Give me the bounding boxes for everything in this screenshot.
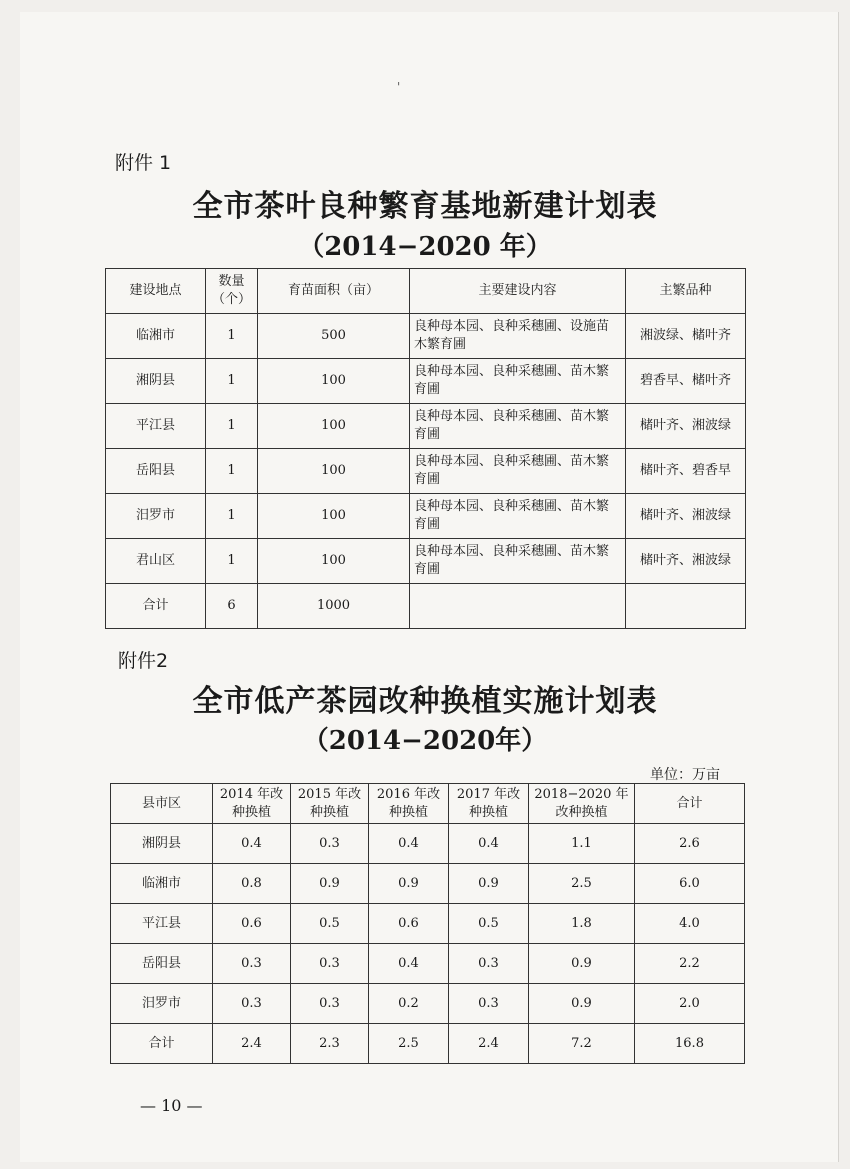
cell-2018-2020: 2.5 xyxy=(529,864,635,904)
cell-2015: 0.9 xyxy=(291,864,369,904)
cell-2018-2020: 1.8 xyxy=(529,904,635,944)
cell-2018-2020: 0.9 xyxy=(529,944,635,984)
cell-2017: 0.5 xyxy=(449,904,529,944)
cell-2015: 0.3 xyxy=(291,944,369,984)
cell-area: 100 xyxy=(258,539,410,584)
cell-2015: 0.5 xyxy=(291,904,369,944)
cell-2018-2020: 1.1 xyxy=(529,824,635,864)
table-total-row xyxy=(106,584,746,629)
cell-area: 500 xyxy=(258,314,410,359)
cell-2017: 0.4 xyxy=(449,824,529,864)
cell-2016: 2.5 xyxy=(369,1024,449,1064)
header-2016: 2016 年改种换植 xyxy=(369,784,449,824)
cell-content: 良种母本园、良种采穗圃、苗木繁育圃 xyxy=(410,494,626,539)
cell-county: 合计 xyxy=(111,1024,213,1064)
table-total-row xyxy=(111,1024,745,1064)
header-2018-2020: 2018−2020 年改种换植 xyxy=(529,784,635,824)
cell-quantity: 1 xyxy=(206,449,258,494)
cell-county: 平江县 xyxy=(111,904,213,944)
cell-2014: 0.8 xyxy=(213,864,291,904)
page-number: — 10 — xyxy=(140,1096,203,1115)
cell-2017: 0.3 xyxy=(449,944,529,984)
cell-variety: 槠叶齐、湘波绿 xyxy=(626,539,746,584)
cell-content: 良种母本园、良种采穗圃、苗木繁育圃 xyxy=(410,359,626,404)
cell-2017: 0.3 xyxy=(449,984,529,1024)
cell-area: 100 xyxy=(258,359,410,404)
cell-county: 汨罗市 xyxy=(111,984,213,1024)
header-location: 建设地点 xyxy=(106,269,206,314)
table-row xyxy=(111,904,745,944)
cell-2016: 0.4 xyxy=(369,824,449,864)
table-row xyxy=(111,864,745,904)
cell-variety xyxy=(626,584,746,629)
cell-location: 合计 xyxy=(106,584,206,629)
header-content: 主要建设内容 xyxy=(410,269,626,314)
cell-variety: 碧香早、槠叶齐 xyxy=(626,359,746,404)
cell-total: 2.6 xyxy=(635,824,745,864)
cell-area: 100 xyxy=(258,449,410,494)
cell-2014: 0.3 xyxy=(213,984,291,1024)
cell-area: 1000 xyxy=(258,584,410,629)
cell-2016: 0.9 xyxy=(369,864,449,904)
cell-county: 岳阳县 xyxy=(111,944,213,984)
cell-2016: 0.6 xyxy=(369,904,449,944)
table-header-row xyxy=(111,784,745,824)
cell-location: 湘阴县 xyxy=(106,359,206,404)
table-row xyxy=(111,944,745,984)
cell-2014: 2.4 xyxy=(213,1024,291,1064)
annex1-title: 全市茶叶良种繁育基地新建计划表 xyxy=(192,189,658,224)
cell-quantity: 1 xyxy=(206,314,258,359)
cell-location: 平江县 xyxy=(106,404,206,449)
cell-variety: 槠叶齐、碧香早 xyxy=(626,449,746,494)
cell-area: 100 xyxy=(258,404,410,449)
cell-total: 2.0 xyxy=(635,984,745,1024)
table-header-row xyxy=(106,269,746,314)
annex2-label: 附件2 xyxy=(118,650,169,672)
header-2015: 2015 年改种换植 xyxy=(291,784,369,824)
table-row xyxy=(106,539,746,584)
cell-2016: 0.2 xyxy=(369,984,449,1024)
cell-2017: 2.4 xyxy=(449,1024,529,1064)
header-2014: 2014 年改种换植 xyxy=(213,784,291,824)
cell-2018-2020: 0.9 xyxy=(529,984,635,1024)
cell-2017: 0.9 xyxy=(449,864,529,904)
cell-content xyxy=(410,584,626,629)
cell-variety: 槠叶齐、湘波绿 xyxy=(626,494,746,539)
header-total: 合计 xyxy=(635,784,745,824)
annex2-table xyxy=(110,783,745,1064)
cell-content: 良种母本园、良种采穗圃、苗木繁育圃 xyxy=(410,449,626,494)
cell-quantity: 1 xyxy=(206,539,258,584)
cell-quantity: 1 xyxy=(206,494,258,539)
annex1-label: 附件 1 xyxy=(115,152,172,174)
annex1-subtitle: （2014−2020 年） xyxy=(298,232,552,262)
cell-2015: 0.3 xyxy=(291,824,369,864)
table-row xyxy=(111,984,745,1024)
cell-quantity: 1 xyxy=(206,404,258,449)
cell-location: 岳阳县 xyxy=(106,449,206,494)
cell-area: 100 xyxy=(258,494,410,539)
cell-content: 良种母本园、良种采穗圃、设施苗木繁育圃 xyxy=(410,314,626,359)
annex1-table xyxy=(105,268,746,629)
header-county: 县市区 xyxy=(111,784,213,824)
table-row xyxy=(106,404,746,449)
table-row xyxy=(106,314,746,359)
table-row xyxy=(111,824,745,864)
header-variety: 主繁品种 xyxy=(626,269,746,314)
cell-content: 良种母本园、良种采穗圃、苗木繁育圃 xyxy=(410,539,626,584)
cell-content: 良种母本园、良种采穗圃、苗木繁育圃 xyxy=(410,404,626,449)
cell-2018-2020: 7.2 xyxy=(529,1024,635,1064)
cell-variety: 槠叶齐、湘波绿 xyxy=(626,404,746,449)
cell-location: 汨罗市 xyxy=(106,494,206,539)
table-row xyxy=(106,359,746,404)
cell-total: 2.2 xyxy=(635,944,745,984)
cell-2015: 2.3 xyxy=(291,1024,369,1064)
cell-2016: 0.4 xyxy=(369,944,449,984)
cell-county: 临湘市 xyxy=(111,864,213,904)
stray-mark: ' xyxy=(397,80,401,94)
cell-location: 临湘市 xyxy=(106,314,206,359)
cell-location: 君山区 xyxy=(106,539,206,584)
cell-total: 6.0 xyxy=(635,864,745,904)
cell-2014: 0.3 xyxy=(213,944,291,984)
table-row xyxy=(106,494,746,539)
cell-2014: 0.6 xyxy=(213,904,291,944)
header-area: 育苗面积（亩） xyxy=(258,269,410,314)
annex2-subtitle: （2014−2020年） xyxy=(302,726,548,756)
header-quantity: 数量（个） xyxy=(206,269,258,314)
cell-quantity: 6 xyxy=(206,584,258,629)
cell-2015: 0.3 xyxy=(291,984,369,1024)
cell-total: 16.8 xyxy=(635,1024,745,1064)
cell-county: 湘阴县 xyxy=(111,824,213,864)
annex2-title: 全市低产茶园改种换植实施计划表 xyxy=(192,684,658,719)
unit-label: 单位：万亩 xyxy=(650,767,720,783)
cell-total: 4.0 xyxy=(635,904,745,944)
header-2017: 2017 年改种换植 xyxy=(449,784,529,824)
cell-2014: 0.4 xyxy=(213,824,291,864)
table-row xyxy=(106,449,746,494)
cell-variety: 湘波绿、槠叶齐 xyxy=(626,314,746,359)
cell-quantity: 1 xyxy=(206,359,258,404)
